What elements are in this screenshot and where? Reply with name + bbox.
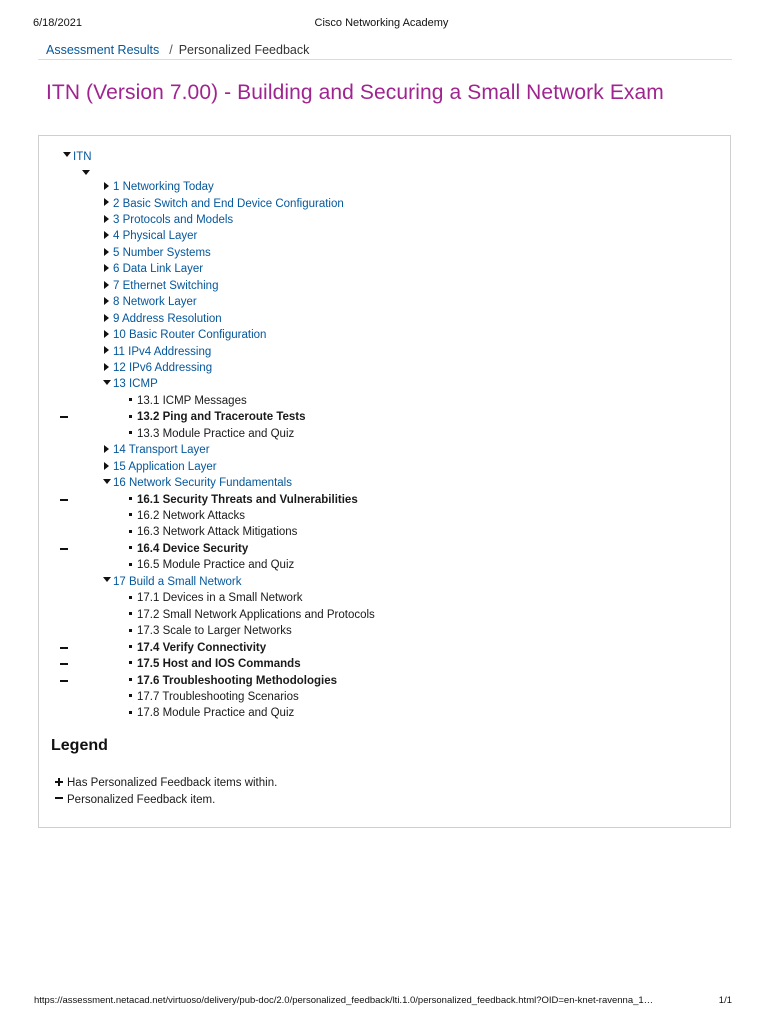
tree-module-item[interactable] (103, 574, 241, 590)
tree-topic-item-feedback (129, 656, 301, 672)
caret-right-icon (104, 346, 109, 354)
caret-down-icon (103, 577, 111, 582)
tree-module-item[interactable] (104, 212, 233, 228)
tree-module-label[interactable]: 13 ICMP (113, 378, 158, 391)
tree-module-item[interactable] (104, 278, 218, 294)
plus-icon (55, 778, 63, 786)
tree-module-label[interactable]: 4 Physical Layer (113, 230, 198, 243)
caret-right-icon (104, 215, 109, 223)
tree-module-label[interactable]: 2 Basic Switch and End Device Configuration (113, 197, 344, 210)
bullet-icon (129, 612, 132, 615)
tree-topic-label: 13.1 ICMP Messages (137, 394, 247, 407)
bullet-icon (129, 415, 132, 418)
caret-right-icon (104, 231, 109, 239)
tree-topic-item-feedback (129, 673, 337, 689)
feedback-minus-icon (60, 680, 68, 682)
tree-topic-item (129, 705, 294, 721)
print-footer-url: https://assessment.netacad.net/virtuoso/delivery/pub-doc/2.0/personalized_feedback/lti.1.0/personalized_feedback.html?OID=en-knet-ravenna_1… (34, 995, 654, 1006)
tree-topic-label: 17.1 Devices in a Small Network (137, 592, 303, 605)
bullet-icon (129, 678, 132, 681)
bullet-icon (129, 530, 132, 533)
bullet-icon (129, 546, 132, 549)
bullet-icon (129, 629, 132, 632)
tree-module-item[interactable] (103, 376, 158, 392)
tree-module-item[interactable] (103, 475, 292, 491)
bullet-icon (129, 711, 132, 714)
tree-module-label[interactable]: 8 Network Layer (113, 296, 197, 309)
print-header (33, 17, 730, 31)
caret-right-icon (104, 281, 109, 289)
tree-topic-label: 17.7 Troubleshooting Scenarios (137, 691, 299, 703)
tree-module-item[interactable] (104, 442, 210, 458)
subtree-caret-down-icon[interactable] (82, 170, 90, 175)
tree-topic-label: 16.2 Network Attacks (137, 510, 246, 522)
breadcrumb-current: Personalized Feedback (178, 43, 310, 57)
tree-topic-item-feedback (129, 541, 248, 557)
tree-topic-item-feedback (129, 409, 306, 425)
legend-feedback-item (55, 792, 215, 808)
tree-topic-item (129, 426, 294, 442)
bullet-icon (129, 431, 132, 434)
tree-module-item[interactable] (104, 311, 222, 327)
bullet-icon (129, 513, 132, 516)
tree-module-label[interactable]: 11 IPv4 Addressing (113, 345, 212, 358)
tree-topic-label: 16.4 Device Security (137, 542, 249, 555)
tree-module-label[interactable]: 6 Data Link Layer (113, 263, 204, 276)
tree-module-item[interactable] (104, 228, 197, 244)
tree-topic-label: 16.5 Module Practice and Quiz (137, 559, 295, 572)
legend-has-feedback-label: Has Personalized Feedback items within. (67, 777, 278, 789)
tree-module-item[interactable] (104, 327, 266, 343)
caret-right-icon (104, 462, 109, 470)
page-title: ITN (Version 7.00) - Building and Securing a Small Network Exam (46, 81, 664, 104)
tree-module-item[interactable] (104, 261, 203, 277)
bullet-icon (129, 563, 132, 566)
tree-root-label[interactable]: ITN (73, 151, 92, 163)
caret-right-icon (104, 248, 109, 256)
tree-module-item[interactable] (104, 294, 197, 310)
caret-right-icon (104, 330, 109, 338)
tree-topic-item (129, 557, 294, 573)
minus-icon (55, 797, 63, 799)
tree-topic-label: 16.3 Network Attack Mitigations (137, 526, 298, 539)
tree-module-label[interactable]: 10 Basic Router Configuration (113, 329, 267, 341)
tree-topic-item (129, 607, 375, 623)
caret-right-icon (104, 314, 109, 322)
tree-module-label[interactable]: 9 Address Resolution (113, 312, 222, 325)
tree-topic-item (129, 508, 245, 524)
bullet-icon (129, 497, 132, 500)
bullet-icon (129, 596, 132, 599)
bullet-icon (129, 661, 132, 664)
bullet-icon (129, 694, 132, 697)
breadcrumb-divider (38, 59, 732, 60)
tree-module-label[interactable]: 14 Transport Layer (113, 444, 210, 457)
tree-topic-item (129, 524, 297, 540)
print-date: 6/18/2021 (33, 17, 82, 29)
tree-topic-item (129, 590, 303, 606)
tree-topic-label: 17.4 Verify Connectivity (137, 641, 267, 654)
caret-right-icon (104, 264, 109, 272)
tree-topic-item (129, 623, 292, 639)
feedback-minus-icon (60, 499, 68, 501)
caret-right-icon (104, 297, 109, 305)
caret-down-icon (103, 380, 111, 385)
caret-right-icon (104, 182, 109, 190)
tree-topic-item-feedback (129, 492, 358, 508)
tree-module-label[interactable]: 3 Protocols and Models (113, 213, 234, 226)
breadcrumb (46, 43, 309, 57)
tree-module-label[interactable]: 1 Networking Today (113, 181, 214, 193)
tree-topic-item (129, 689, 299, 705)
tree-topic-label: 17.6 Troubleshooting Methodologies (137, 674, 337, 687)
tree-module-item[interactable] (104, 245, 211, 261)
caret-down-icon (103, 479, 111, 484)
tree-module-label[interactable]: 16 Network Security Fundamentals (113, 477, 292, 490)
tree-topic-label: 17.2 Small Network Applications and Protocols (137, 608, 375, 621)
feedback-panel (38, 135, 731, 828)
tree-topic-label: 13.3 Module Practice and Quiz (137, 427, 295, 440)
tree-topic-label: 16.1 Security Threats and Vulnerabilities (137, 493, 358, 506)
tree-topic-label: 13.2 Ping and Traceroute Tests (137, 411, 306, 424)
feedback-minus-icon (60, 647, 68, 649)
tree-module-item[interactable] (104, 179, 214, 195)
tree-module-label[interactable]: 12 IPv6 Addressing (113, 361, 213, 374)
tree-root-itn[interactable] (63, 149, 92, 165)
tree-module-item[interactable] (104, 459, 217, 475)
tree-topic-item (129, 393, 247, 409)
feedback-minus-icon (60, 548, 68, 550)
tree-topic-label: 17.8 Module Practice and Quiz (137, 707, 295, 720)
tree-module-label[interactable]: 5 Number Systems (113, 246, 211, 259)
tree-module-item[interactable] (104, 360, 212, 376)
caret-right-icon (104, 198, 109, 206)
print-title: Cisco Networking Academy (314, 17, 449, 29)
caret-right-icon (104, 363, 109, 371)
tree-topic-label: 17.3 Scale to Larger Networks (137, 625, 292, 638)
tree-module-label[interactable]: 7 Ethernet Switching (113, 279, 219, 292)
caret-right-icon (104, 445, 109, 453)
legend-has-feedback (55, 775, 277, 791)
tree-module-label[interactable]: 15 Application Layer (113, 460, 217, 473)
legend-title: Legend (51, 737, 108, 754)
tree-topic-label: 17.5 Host and IOS Commands (137, 658, 301, 670)
legend-feedback-item-label: Personalized Feedback item. (67, 794, 216, 806)
bullet-icon (129, 645, 132, 648)
feedback-minus-icon (60, 663, 68, 665)
bullet-icon (129, 398, 132, 401)
tree-module-label[interactable]: 17 Build a Small Network (113, 575, 242, 588)
breadcrumb-separator: / (169, 43, 173, 57)
tree-module-item[interactable] (104, 344, 211, 360)
breadcrumb-assessment-results-link[interactable]: Assessment Results (46, 43, 160, 57)
caret-down-icon (63, 152, 71, 157)
feedback-minus-icon (60, 416, 68, 418)
tree-topic-item-feedback (129, 640, 266, 656)
tree-module-item[interactable] (104, 196, 344, 212)
print-page-number: 1/1 (718, 995, 732, 1006)
